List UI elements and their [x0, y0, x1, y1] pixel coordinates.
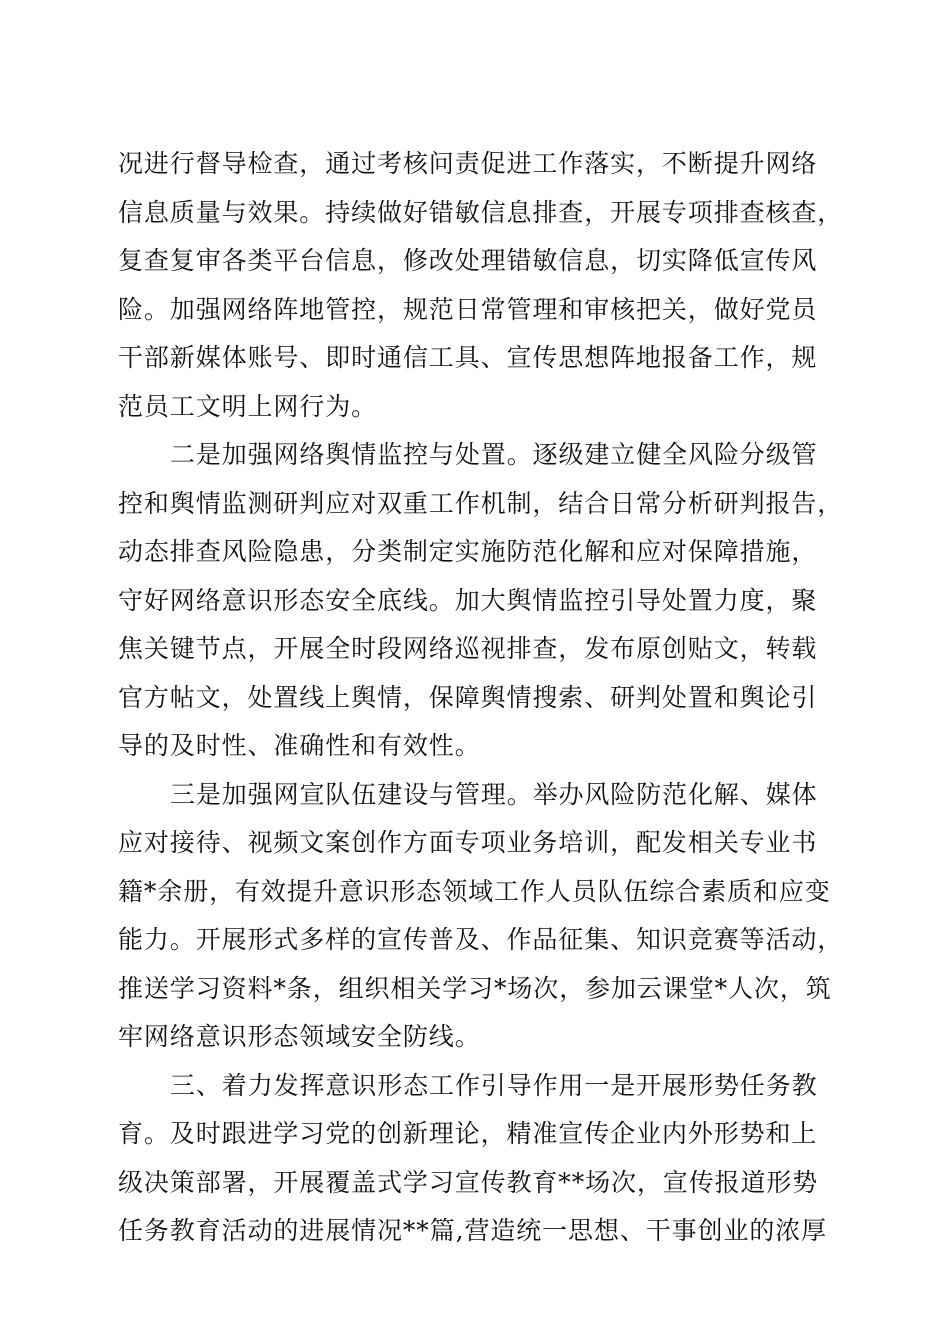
text-line: 导的及时性、准确性和有效性。: [118, 731, 481, 760]
text-line: 能力。开展形式多样的宣传普及、作品征集、知识竞赛等活动，: [118, 925, 844, 954]
paragraph-team-building: [118, 771, 844, 1062]
text-line: 三、着力发挥意识形态工作引导作用一是开展形势任务教: [170, 1070, 818, 1100]
document-body: [118, 140, 844, 1256]
text-line: 焦关键节点，开展全时段网络巡视排查，发布原创贴文，转载: [118, 634, 818, 663]
text-line: 动态排查风险隐患，分类制定实施防范化解和应对保障措施，: [118, 537, 818, 566]
text-line: 复查复审各类平台信息，修改处理错敏信息，切实降低宣传风: [118, 246, 818, 275]
text-line: 守好网络意识形态安全底线。加大舆情监控引导处置力度，聚: [118, 585, 818, 615]
text-line: 干部新媒体账号、即时通信工具、宣传思想阵地报备工作，规: [118, 343, 818, 372]
text-line: 推送学习资料*条，组织相关学习*场次，参加云课堂*人次，筑: [118, 973, 832, 1003]
text-line: 育。及时跟进学习党的创新理论，精准宣传企业内外形势和上: [118, 1119, 818, 1148]
text-line: 况进行督导检查，通过考核问责促进工作落实，不断提升网络: [118, 149, 818, 178]
text-line: 险。加强网络阵地管控，规范日常管理和审核把关，做好党员: [118, 294, 818, 324]
text-line: 控和舆情监测研判应对双重工作机制，结合日常分析研判报告，: [118, 488, 844, 518]
text-line: 级决策部署，开展覆盖式学习宣传教育**场次，宣传报道形势: [118, 1167, 819, 1197]
text-line: 任务教育活动的进展情况**篇,营造统一思想、干事创业的浓厚: [118, 1216, 828, 1245]
text-line: 官方帖文，处置线上舆情，保障舆情搜索、研判处置和舆论引: [118, 682, 818, 712]
paragraph-section-three: [118, 1062, 838, 1256]
text-line: 二是加强网络舆情监控与处置。逐级建立健全风险分级管: [170, 440, 818, 469]
text-line: 范员工文明上网行为。: [118, 391, 378, 421]
paragraph-network-info-review: [118, 140, 844, 431]
text-line: 信息质量与效果。持续做好错敏信息排查，开展专项排查核查，: [118, 197, 844, 227]
text-line: 牢网络意识形态领域安全防线。: [118, 1022, 481, 1051]
text-line: 籍*余册，有效提升意识形态领域工作人员队伍综合素质和应变: [118, 876, 831, 906]
text-line: 应对接待、视频文案创作方面专项业务培训，配发相关专业书: [118, 828, 818, 857]
text-line: 三是加强网宣队伍建设与管理。举办风险防范化解、媒体: [170, 779, 818, 809]
paragraph-public-opinion-monitoring: [118, 431, 844, 771]
